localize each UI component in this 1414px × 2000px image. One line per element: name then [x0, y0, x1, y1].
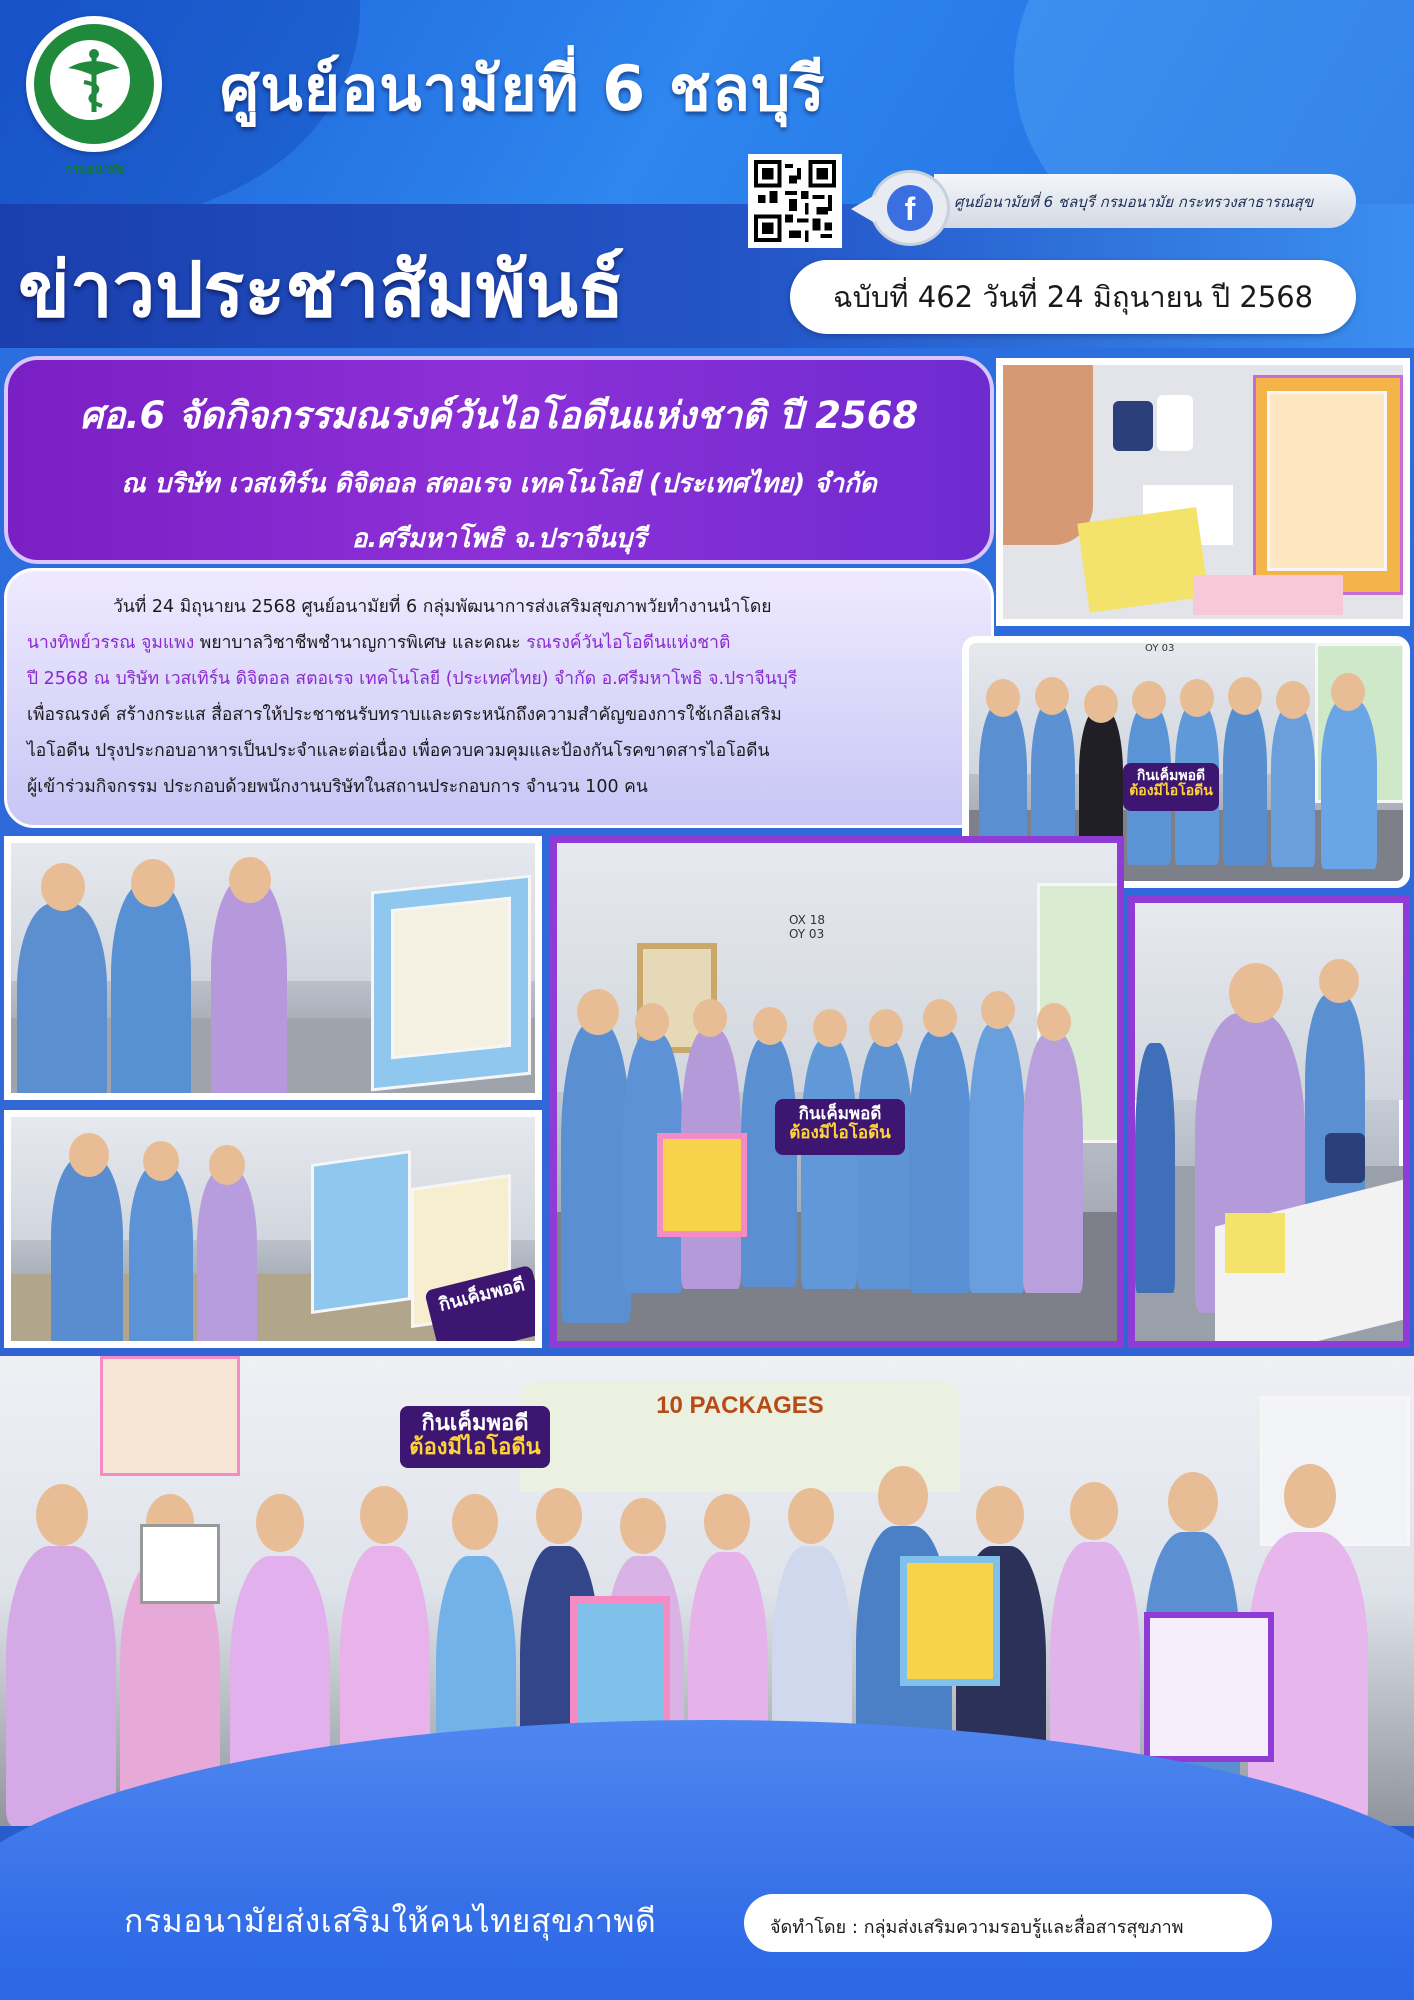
- body-line: เพื่อรณรงค์ สร้างกระแส สื่อสารให้ประชาชนรับทราบและตระหนักถึงความสำคัญของการใช้เกลือเสริม: [27, 705, 782, 725]
- campaign-sign: กินเค็มพอดี ต้องมีไอโอดีน: [1123, 763, 1219, 811]
- poster: [570, 1596, 670, 1732]
- photo-display-table: [996, 358, 1410, 626]
- qr-code-graphic: [754, 160, 836, 242]
- headline-box: [4, 356, 994, 564]
- facebook-page-label[interactable]: ศูนย์อนามัยที่ 6 ชลบุรี กรมอนามัย กระทรวงสาธารณสุข: [934, 174, 1356, 228]
- footer-slogan: กรมอนามัยส่งเสริมให้คนไทยสุขภาพดี: [124, 1902, 657, 1940]
- body-line: ผู้เข้าร่วมกิจกรรม ประกอบด้วยพนักงานบริษัทในสถานประกอบการ จำนวน 100 คน: [27, 777, 648, 797]
- photo-group-center: [550, 836, 1124, 1348]
- room-code-1: OY 03: [1145, 643, 1175, 654]
- body-line: ไอโอดีน ปรุงประกอบอาหารเป็นประจำและต่อเนื่อง เพื่อควบควมคุมและป้องกันโรคขาดสารไอโอดีน: [27, 741, 770, 761]
- facebook-bubble[interactable]: [870, 170, 950, 246]
- headline-venue: ณ บริษัท เวสเทิร์น ดิจิตอล สตอเรจ เทคโนโลยี (ประเทศไทย) จำกัด: [121, 469, 877, 499]
- headline-title: ศอ.6 จัดกิจกรรมณรงค์วันไอโอดีนแห่งชาติ ปี 2568: [79, 394, 919, 437]
- ministry-logo-icon: [26, 16, 162, 152]
- photo-staff-table: [1128, 896, 1410, 1348]
- campaign-sign: กินเค็มพอดี ต้องมีไอโอดีน: [775, 1099, 905, 1155]
- campaign-name: รณรงค์วันไอโอดีนแห่งชาติ: [526, 633, 731, 653]
- headline-location: อ.ศรีมหาโพธิ จ.ปราจีนบุรี: [351, 524, 647, 554]
- body-line: [27, 625, 965, 661]
- poster: [900, 1556, 1000, 1686]
- body-line: วันที่ 24 มิถุนายน 2568 ศูนย์อนามัยที่ 6 กลุ่มพัฒนาการส่งเสริมสุขภาพวัยทำงานนำโดย: [113, 597, 772, 617]
- staff-name: นางทิพย์วรรณ จูมแพง: [27, 633, 195, 653]
- campaign-sign: กินเค็มพอดี ต้องมีไอโอดีน: [400, 1406, 550, 1468]
- poster: [140, 1524, 220, 1604]
- body-line: ปี 2568 ณ บริษัท เวสเทิร์น ดิจิตอล สตอเรจ เทคโนโลยี (ประเทศไทย) จำกัด อ.ศรีมหาโพธิ จ.ปราจีนบุรี: [27, 669, 798, 689]
- news-title: ข่าวประชาสัมพันธ์: [18, 245, 625, 334]
- facebook-icon[interactable]: f: [887, 185, 933, 231]
- issue-badge: ฉบับที่ 462 วันที่ 24 มิถุนายน ปี 2568: [790, 260, 1356, 334]
- campaign-sign: กินเค็มพอดี: [424, 1265, 542, 1348]
- photo-participants-reading: [4, 1110, 542, 1348]
- packages-banner: 10 PACKAGES: [520, 1382, 960, 1492]
- photo-participants-display: [4, 836, 542, 1100]
- logo-org-label: กรมอนามัย: [65, 162, 125, 176]
- body-text: พยาบาลวิชาชีพชำนาญการพิเศษ และคณะ: [194, 633, 527, 653]
- made-by-badge: จัดทำโดย : กลุ่มส่งเสริมความรอบรู้และสื่อสารสุขภาพ: [744, 1894, 1272, 1952]
- room-code-2: OX 18 OY 03: [789, 913, 825, 941]
- article-body: [4, 568, 994, 828]
- poster: [657, 1133, 747, 1237]
- org-title: ศูนย์อนามัยที่ 6 ชลบุรี: [220, 52, 826, 125]
- poster: [1144, 1612, 1274, 1762]
- caduceus-icon: [58, 46, 130, 118]
- qr-code-icon[interactable]: [748, 154, 842, 248]
